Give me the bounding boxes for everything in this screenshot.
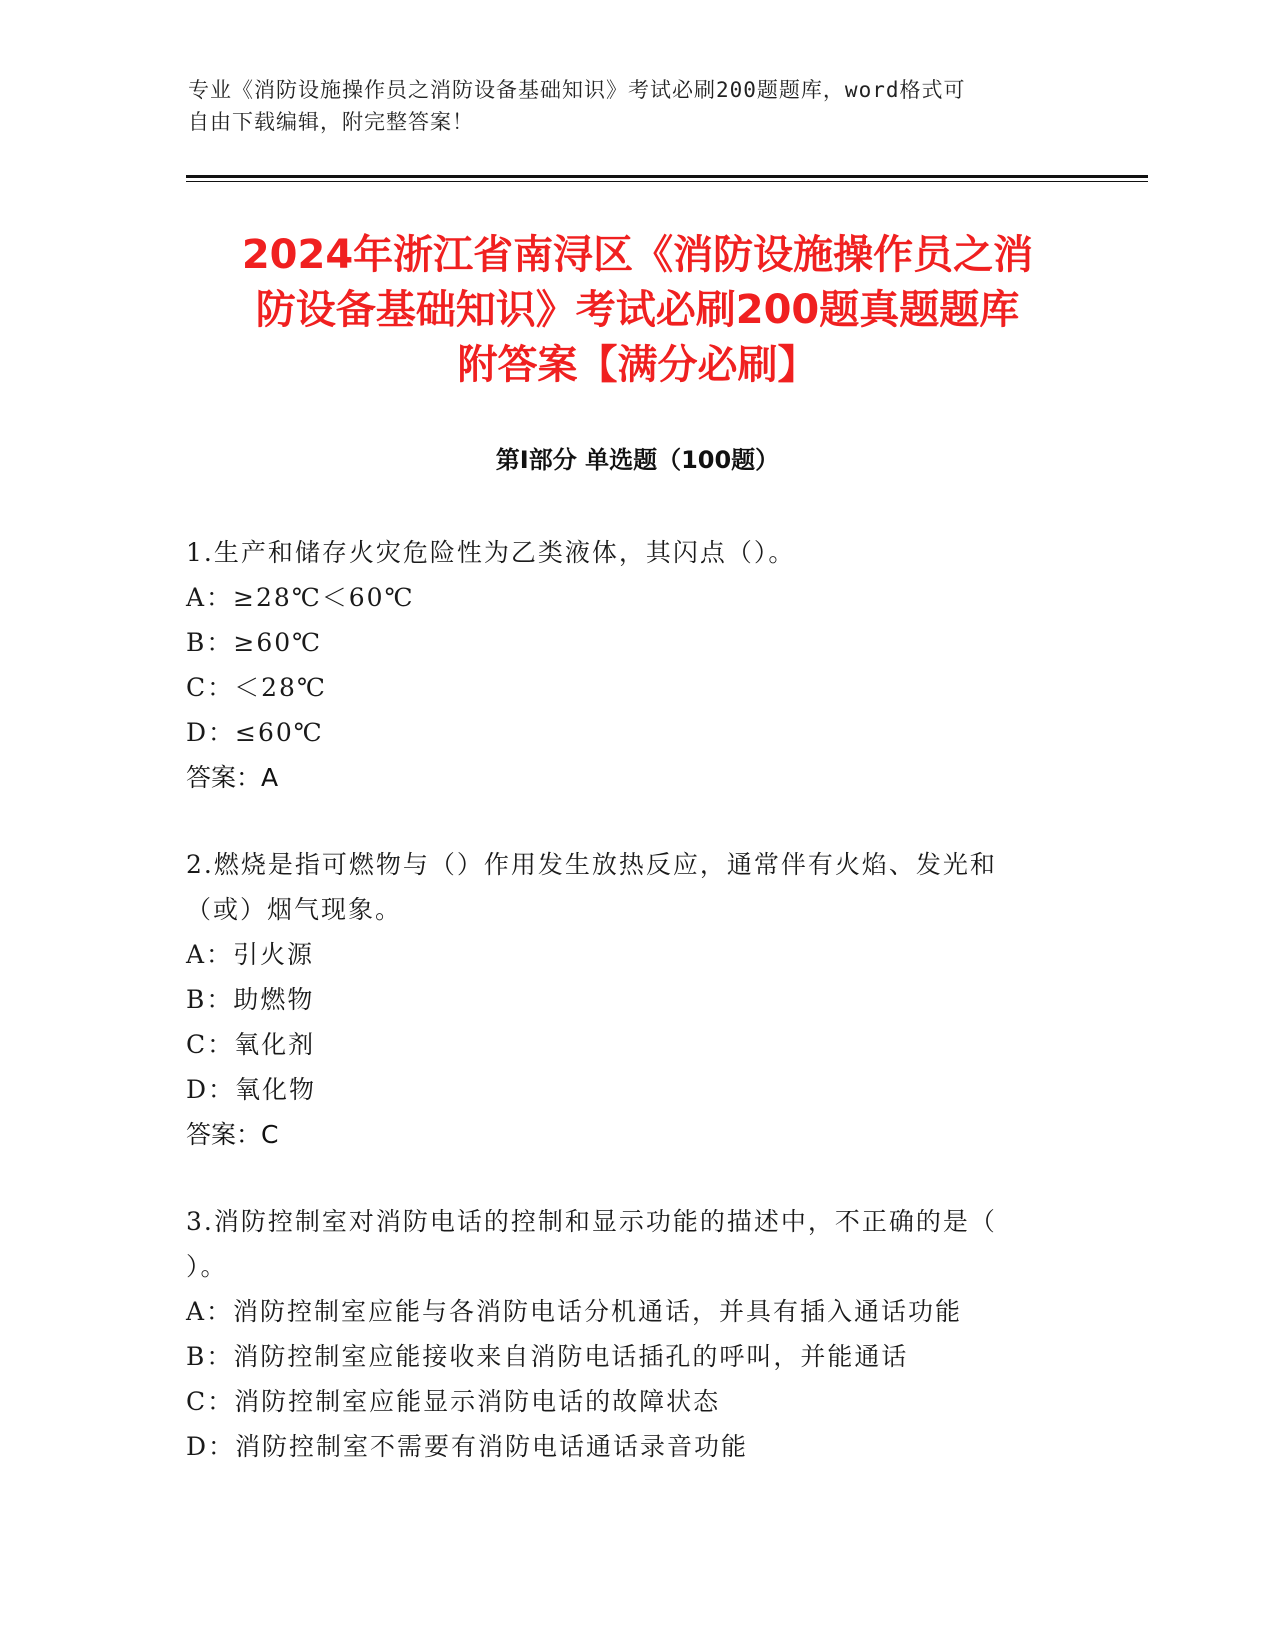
question-2 [186, 842, 1066, 1157]
question-stem: 3.消防控制室对消防电话的控制和显示功能的描述中，不正确的是（ [186, 1207, 997, 1236]
question-stem-continuation: ）。 [186, 1252, 228, 1281]
question-stem: 1.生产和储存火灾危险性为乙类液体，其闪点（）。 [186, 538, 796, 567]
header-rule-thin [186, 181, 1148, 182]
question-1 [186, 530, 1066, 800]
option-c: C：＜28℃ [186, 673, 327, 702]
option-a: A：引火源 [186, 940, 315, 969]
header-note-line-2: 自由下载编辑，附完整答案！ [188, 110, 474, 134]
question-stem-continuation: （或）烟气现象。 [186, 895, 403, 924]
answer: 答案：C [186, 1120, 279, 1149]
option-c: C：氧化剂 [186, 1030, 316, 1059]
header-rule-thick [186, 175, 1148, 178]
question-3 [186, 1199, 1066, 1469]
option-b: B：助燃物 [186, 985, 315, 1014]
option-a: A：≥28℃＜60℃ [186, 583, 415, 612]
document-title [150, 228, 1125, 393]
option-d: D：≤60℃ [186, 718, 324, 747]
document-title-line-1: 2024年浙江省南浔区《消防设施操作员之消 [241, 232, 1034, 278]
question-list [186, 530, 1066, 1511]
option-d: D：氧化物 [186, 1075, 317, 1104]
section-heading: 第Ⅰ部分 单选题（100题） [495, 446, 780, 474]
document-title-line-2: 防设备基础知识》考试必刷200题真题题库 [255, 287, 1020, 333]
header-note [188, 74, 1088, 138]
document-title-line-3: 附答案【满分必刷】 [457, 342, 818, 388]
question-stem: 2.燃烧是指可燃物与（）作用发生放热反应，通常伴有火焰、发光和 [186, 850, 997, 879]
option-b: B：消防控制室应能接收来自消防电话插孔的呼叫，并能通话 [186, 1342, 909, 1371]
option-c: C：消防控制室应能显示消防电话的故障状态 [186, 1387, 721, 1416]
option-b: B：≥60℃ [186, 628, 323, 657]
option-a: A：消防控制室应能与各消防电话分机通话，并具有插入通话功能 [186, 1297, 963, 1326]
option-d: D：消防控制室不需要有消防电话通话录音功能 [186, 1432, 749, 1461]
answer: 答案：A [186, 763, 279, 792]
header-note-line-1: 专业《消防设施操作员之消防设备基础知识》考试必刷200题题库，word格式可 [188, 78, 966, 102]
